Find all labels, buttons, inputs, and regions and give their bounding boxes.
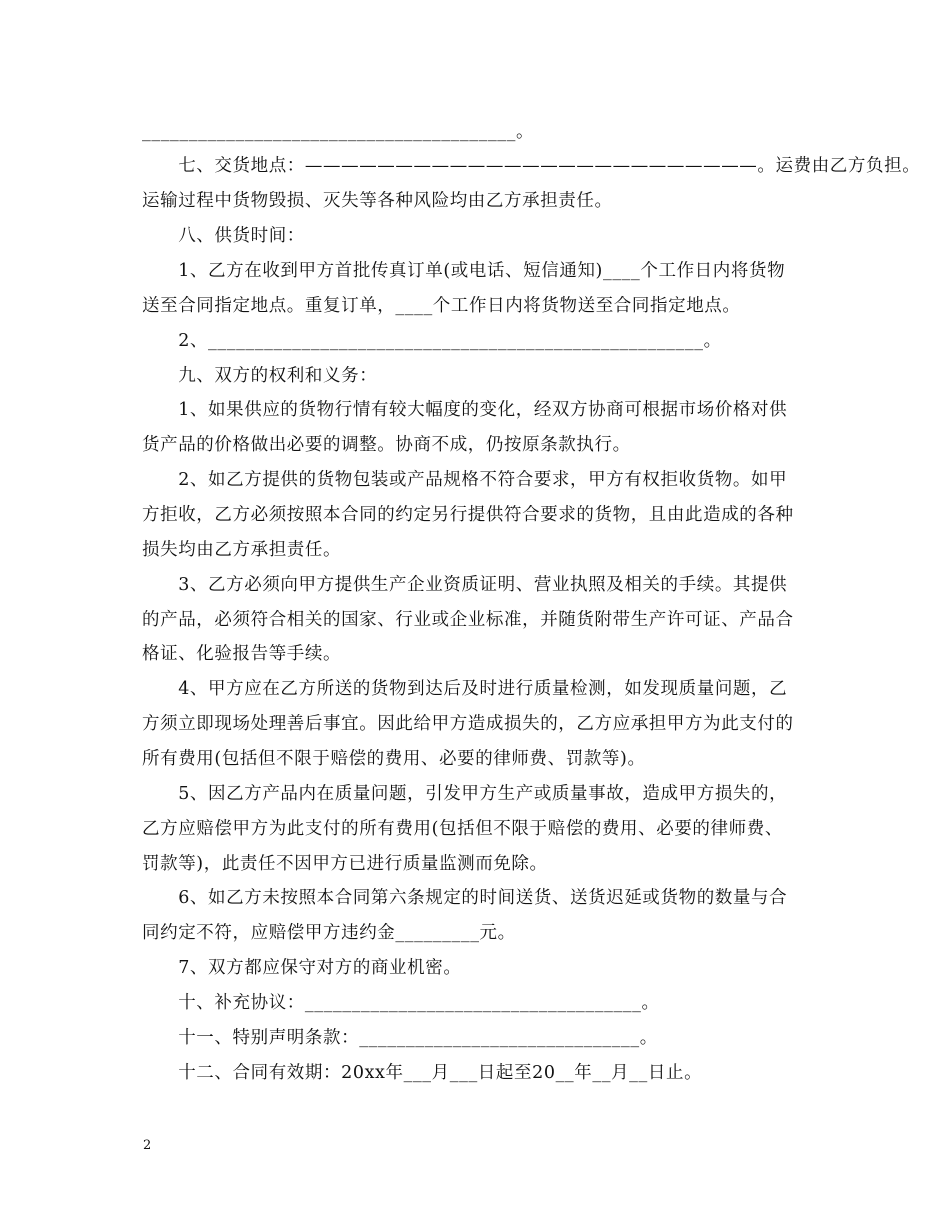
text-line: 5、因乙方产品内在质量问题，引发甲方生产或质量事故，造成甲方损失的，	[142, 784, 788, 804]
text-line: 损失均由乙方承担责任。	[142, 540, 342, 560]
text-line: 方拒收，乙方必须按照本合同的约定另行提供符合要求的货物，且由此造成的各种	[142, 505, 794, 525]
text-line: 2、_____________________________________________________。	[142, 331, 722, 351]
text-line: 乙方应赔偿甲方为此支付的所有费用(包括但不限于赔偿的费用、必要的律师费、	[142, 819, 783, 839]
text-line: ________________________________________。	[142, 122, 535, 142]
text-line: 1、乙方在收到甲方首批传真订单(或电话、短信通知)____个工作日内将货物	[142, 261, 786, 281]
text-line: 运输过程中货物毁损、灭失等各种风险均由乙方承担责任。	[142, 191, 613, 211]
text-line: 方须立即现场处理善后事宜。因此给甲方造成损失的，乙方应承担甲方为此支付的	[142, 714, 794, 734]
text-line: 7、双方都应保守对方的商业机密。	[142, 958, 462, 978]
text-line: 2、如乙方提供的货物包装或产品规格不符合要求，甲方有权拒收货物。如甲	[142, 470, 788, 490]
text-line: 送至合同指定地点。重复订单，____个工作日内将货物送至合同指定地点。	[142, 296, 741, 316]
text-line: 3、乙方必须向甲方提供生产企业资质证明、营业执照及相关的手续。其提供	[142, 575, 788, 595]
text-line: 6、如乙方未按照本合同第六条规定的时间送货、送货迟延或货物的数量与合	[142, 888, 788, 908]
text-line: 十二、合同有效期：20xx年___月___日起至20__年__月__日止。	[142, 1063, 703, 1083]
page-number: 2	[143, 1138, 152, 1153]
text-line: 十一、特别声明条款：______________________________。	[142, 1028, 658, 1048]
text-line: 八、供货时间：	[142, 226, 305, 246]
text-line: 格证、化验报告等手续。	[142, 644, 342, 664]
text-line: 1、如果供应的货物行情有较大幅度的变化，经双方协商可根据市场价格对供	[142, 400, 788, 420]
text-line: 4、甲方应在乙方所送的货物到达后及时进行质量检测，如发现质量问题，乙	[142, 679, 788, 699]
text-line: 七、交货地点：—————————————————————————。运费由乙方负担。	[142, 156, 921, 176]
text-line: 罚款等)，此责任不因甲方已进行质量监测而免除。	[142, 854, 548, 874]
text-line: 十、补充协议：____________________________________。	[142, 993, 660, 1013]
text-line: 的产品，必须符合相关的国家、行业或企业标准，并随货附带生产许可证、产品合	[142, 610, 794, 630]
text-line: 货产品的价格做出必要的调整。协商不成，仍按原条款执行。	[142, 435, 631, 455]
text-line: 同约定不符，应赔偿甲方违约金_________元。	[142, 923, 516, 943]
text-line: 所有费用(包括但不限于赔偿的费用、必要的律师费、罚款等)。	[142, 749, 646, 769]
text-line: 九、双方的权利和义务：	[142, 366, 378, 386]
